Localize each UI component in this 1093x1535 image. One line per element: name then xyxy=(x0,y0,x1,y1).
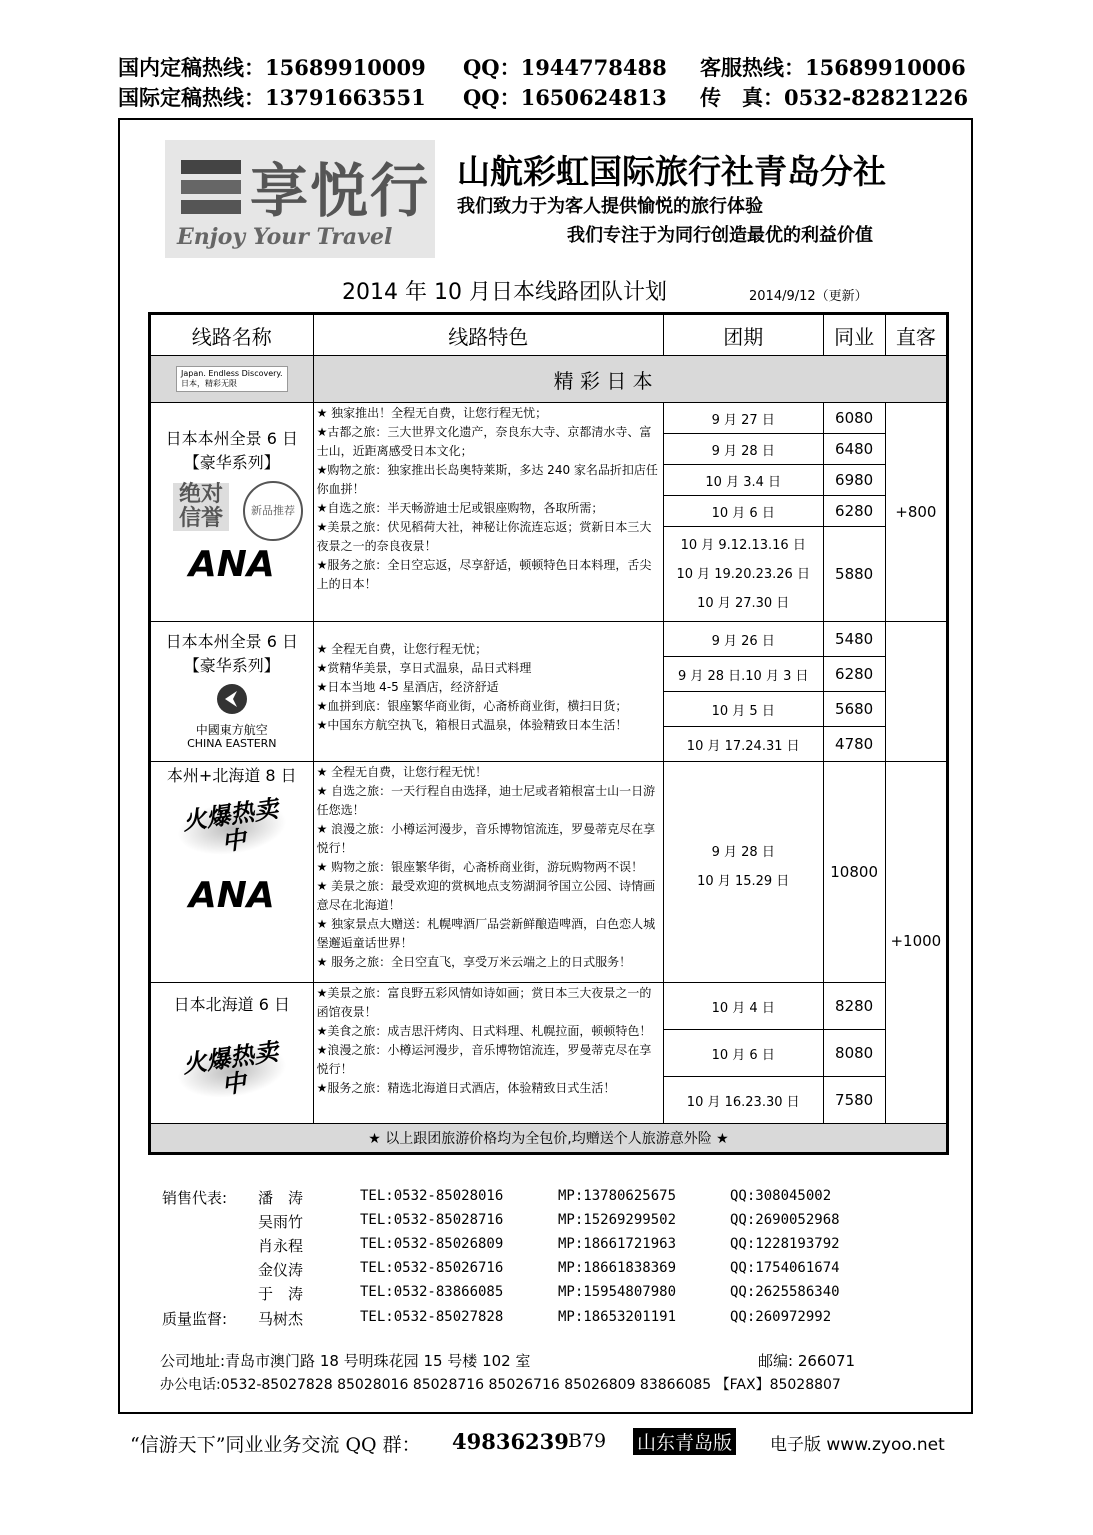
page-footer xyxy=(130,1430,980,1460)
feature-item: ★浪漫之旅：小樽运河漫步，音乐博物馆流连，罗曼蒂克尽在享悦行！ xyxy=(316,1043,652,1076)
book-stack-icon xyxy=(177,152,247,222)
sales-qq: QQ:1228193792 xyxy=(730,1236,840,1252)
header-trade-price: 同业 xyxy=(823,314,885,356)
sales-qq: QQ:308045002 xyxy=(730,1188,832,1204)
sales-mobile: MP:15954807980 xyxy=(558,1284,677,1300)
route-features xyxy=(313,983,663,1124)
header-route: 线路名称 xyxy=(150,314,314,356)
feature-item: ★服务之旅：精选北海道日式酒店，体验精致日式生活！ xyxy=(316,1081,616,1095)
sales-name: 马树杰 xyxy=(258,1310,304,1328)
route-table xyxy=(148,312,949,1155)
route-name-cell xyxy=(150,403,314,622)
edition-label: 山东青岛版 xyxy=(633,1428,736,1455)
sales-label: 销售代表: xyxy=(162,1189,228,1207)
trade-price: 6280 xyxy=(823,657,885,692)
sales-mobile: MP:18661721963 xyxy=(558,1236,677,1252)
departure-date: 10 月 4 日 xyxy=(663,983,823,1030)
departure-date: 10 月 17.24.31 日 xyxy=(663,727,823,762)
feature-item: ★ 购物之旅：银座繁华街，心斋桥商业街，游玩购物两不误！ xyxy=(316,860,644,874)
footer-text: “信游天下”同业业务交流 QQ 群： xyxy=(130,1434,421,1456)
header-direct-price: 直客 xyxy=(885,314,947,356)
hot-sale-badge: 火爆热卖中 xyxy=(174,1038,290,1105)
sales-tel: TEL:0532-85028716 xyxy=(360,1212,504,1228)
trade-price: 5880 xyxy=(823,527,885,622)
trade-price: 8080 xyxy=(823,1030,885,1077)
sales-name: 肖永程 xyxy=(258,1237,304,1255)
qq-2: QQ：1650624813 xyxy=(463,85,667,110)
sales-qq: QQ:2690052968 xyxy=(730,1212,840,1228)
sales-mobile: MP:18661838369 xyxy=(558,1260,677,1276)
slogan-2: 我们专注于为同行创造最优的利益价值 xyxy=(567,225,873,246)
brand-logo xyxy=(165,140,435,258)
departure-date: 9 月 26 日 xyxy=(663,622,823,657)
feature-item: ★日本当地 4-5 星酒店，经济舒适 xyxy=(316,680,499,694)
feature-item: ★ 自选之旅：一天行程自由选择，迪士尼或者箱根富士山一日游任您选！ xyxy=(316,784,656,817)
domestic-hotline: 国内定稿热线：15689910009 xyxy=(118,55,426,80)
sales-qq: QQ:260972992 xyxy=(730,1309,832,1325)
slogan-1: 我们致力于为客人提供愉悦的旅行体验 xyxy=(457,196,763,217)
direct-price: +1000 xyxy=(885,762,947,1124)
feature-item: ★古都之旅：三大世界文化遗产，奈良东大寺、京都清水寺、富士山，近距离感受日本文化； xyxy=(316,425,652,458)
trade-price: 4780 xyxy=(823,727,885,762)
china-eastern-icon xyxy=(215,682,249,716)
departure-date: 9 月 28 日 xyxy=(663,434,823,465)
route-name: 日本北海道 6 日 xyxy=(173,995,290,1014)
departure-date: 10 月 6 日 xyxy=(663,1030,823,1077)
departure-date: 10 月 3.4 日 xyxy=(663,465,823,496)
feature-item: ★美景之旅：富良野五彩风情如诗如画；赏日本三大夜景之一的函馆夜景！ xyxy=(316,986,652,1019)
intl-hotline: 国际定稿热线：13791663551 xyxy=(118,85,426,110)
plan-updated: 2014/9/12（更新） xyxy=(749,289,868,304)
table-row xyxy=(150,403,948,434)
sales-tel: TEL:0532-85027828 xyxy=(360,1309,504,1325)
trade-price: 6080 xyxy=(823,403,885,434)
japan-badge xyxy=(150,356,314,403)
feature-item: ★ 独家景点大赠送：札幌啤酒厂品尝新鲜酿造啤酒，白色恋人城堡邂逅童话世界！ xyxy=(316,917,656,950)
feature-item: ★ 美景之旅：最受欢迎的赏枫地点支笏湖洞爷国立公园、诗情画意尽在北海道！ xyxy=(316,879,656,912)
service-hotline: 客服热线：15689910006 xyxy=(700,55,966,80)
sales-tel: TEL:0532-85028016 xyxy=(360,1188,504,1204)
trade-price: 8280 xyxy=(823,983,885,1030)
header-dates: 团期 xyxy=(663,314,823,356)
route-name: 日本本州全景 6 日 xyxy=(165,632,298,651)
ana-logo: ANA xyxy=(188,544,275,585)
sales-name: 于 涛 xyxy=(258,1285,304,1303)
feature-item: ★购物之旅：独家推出长岛奥特莱斯，多达 240 家名品折扣店任你血拼！ xyxy=(316,463,658,496)
quality-label: 质量监督: xyxy=(162,1310,228,1328)
trade-price: 6480 xyxy=(823,434,885,465)
feature-item: ★ 浪漫之旅：小樽运河漫步，音乐博物馆流连，罗曼蒂克尽在享悦行！ xyxy=(316,822,656,855)
feature-item: ★美食之旅：成吉思汗烤肉、日式料理、札幌拉面，顿顿特色！ xyxy=(316,1024,652,1038)
feature-item: ★ 全程无自费，让您行程无忧！ xyxy=(316,765,488,779)
route-features xyxy=(313,622,663,762)
route-name-cell xyxy=(150,622,314,762)
ana-logo: ANA xyxy=(188,875,275,916)
company-address: 公司地址:青岛市澳门路 18 号明珠花园 15 号楼 102 室 xyxy=(160,1352,531,1370)
section-row xyxy=(150,356,948,403)
sales-tel: TEL:0532-85026809 xyxy=(360,1236,504,1252)
direct-price: +800 xyxy=(885,403,947,622)
route-features xyxy=(313,403,663,622)
table-footnote-row xyxy=(150,1124,948,1154)
route-name: 本州+北海道 8 日 xyxy=(166,766,297,785)
departure-date: 10 月 9.12.13.16 日 10 月 19.20.23.26 日 10 月 27.30 日 xyxy=(663,527,823,622)
sales-mobile: MP:18653201191 xyxy=(558,1309,677,1325)
sales-qq: QQ:2625586340 xyxy=(730,1284,840,1300)
hot-sale-badge: 火爆热卖中 xyxy=(174,795,290,862)
feature-item: ★ 独家推出！全程无自费，让您行程无忧； xyxy=(316,406,548,420)
logo-slogan-en: Enjoy Your Travel xyxy=(177,224,393,250)
route-name-cell xyxy=(150,762,314,983)
feature-item: ★服务之旅：全日空忘返，尽享舒适，顿顿特色日本料理，舌尖上的日本！ xyxy=(316,558,652,591)
table-row xyxy=(150,622,948,657)
japan-badge-cn: 日本，精彩无限 xyxy=(181,379,238,388)
fax: 传 真：0532-82821226 xyxy=(700,85,969,110)
trade-price: 6280 xyxy=(823,496,885,527)
japan-badge-text: Japan. Endless Discovery. xyxy=(181,369,283,378)
departure-date: 10 月 16.23.30 日 xyxy=(663,1077,823,1124)
table-row xyxy=(150,762,948,983)
trade-price: 10800 xyxy=(823,762,885,983)
page-number: B79 xyxy=(568,1430,607,1452)
logo-text: 享悦行 xyxy=(250,157,431,225)
departure-date: 9 月 28 日.10 月 3 日 xyxy=(663,657,823,692)
website[interactable]: 电子版 www.zyoo.net xyxy=(770,1435,945,1455)
feature-item: ★赏精华美景，享日式温泉，品日式料理 xyxy=(316,661,532,675)
feature-item: ★自选之旅：半天畅游迪士尼或银座购物，各取所需； xyxy=(316,501,604,515)
table-row xyxy=(150,983,948,1030)
header-features: 线路特色 xyxy=(313,314,663,356)
section-title: 精 彩 日 本 xyxy=(313,356,947,403)
trust-stamp: 绝对信誉 xyxy=(173,483,229,531)
plan-title: 2014 年 10 月日本线路团队计划 xyxy=(342,280,667,305)
trade-price: 6980 xyxy=(823,465,885,496)
departure-date: 9 月 27 日 xyxy=(663,403,823,434)
postcode: 邮编: 266071 xyxy=(758,1352,856,1370)
new-product-seal: 新品推荐 xyxy=(243,481,303,541)
sales-name: 吴雨竹 xyxy=(258,1213,304,1231)
route-series: 【豪华系列】 xyxy=(183,453,280,472)
airline-en: CHINA EASTERN xyxy=(187,737,277,750)
route-name-cell xyxy=(150,983,314,1124)
office-phones: 办公电话:0532-85027828 85028016 85028716 85026716 85026809 83866085 【FAX】85028807 xyxy=(160,1377,841,1393)
footer-qq-group: 49836239 xyxy=(452,1429,569,1454)
sales-mobile: MP:13780625675 xyxy=(558,1188,677,1204)
sales-tel: TEL:0532-83866085 xyxy=(360,1284,504,1300)
route-name: 日本本州全景 6 日 xyxy=(165,429,298,448)
route-series: 【豪华系列】 xyxy=(183,656,280,675)
departure-date: 9 月 28 日 10 月 15.29 日 xyxy=(663,762,823,983)
feature-item: ★ 全程无自费，让您行程无忧； xyxy=(316,642,488,656)
feature-item: ★ 服务之旅：全日空直飞，享受万米云端之上的日式服务！ xyxy=(316,955,632,969)
sales-qq: QQ:1754061674 xyxy=(730,1260,840,1276)
table-header xyxy=(150,314,948,356)
sales-name: 金仪涛 xyxy=(258,1261,304,1279)
departure-date: 10 月 6 日 xyxy=(663,496,823,527)
feature-item: ★血拼到底：银座繁华商业街，心斋桥商业街，横扫日货； xyxy=(316,699,628,713)
sales-name: 潘 涛 xyxy=(258,1189,304,1207)
trade-price: 5680 xyxy=(823,692,885,727)
table-footnote: ★ 以上跟团旅游价格均为全包价,均赠送个人旅游意外险 ★ xyxy=(150,1124,948,1154)
feature-item: ★中国东方航空执飞，箱根日式温泉，体验精致日本生活！ xyxy=(316,718,628,732)
departure-date: 10 月 5 日 xyxy=(663,692,823,727)
sales-tel: TEL:0532-85026716 xyxy=(360,1260,504,1276)
company-name: 山航彩虹国际旅行社青岛分社 xyxy=(457,152,886,191)
route-features xyxy=(313,762,663,983)
trade-price: 7580 xyxy=(823,1077,885,1124)
qq-1: QQ：1944778488 xyxy=(463,55,667,80)
sales-mobile: MP:15269299502 xyxy=(558,1212,677,1228)
feature-item: ★美景之旅：伏见稻荷大社，神秘让你流连忘返；赏新日本三大夜景之一的奈良夜景！ xyxy=(316,520,652,553)
trade-price: 5480 xyxy=(823,622,885,657)
airline-cn: 中國東方航空 xyxy=(195,723,268,737)
